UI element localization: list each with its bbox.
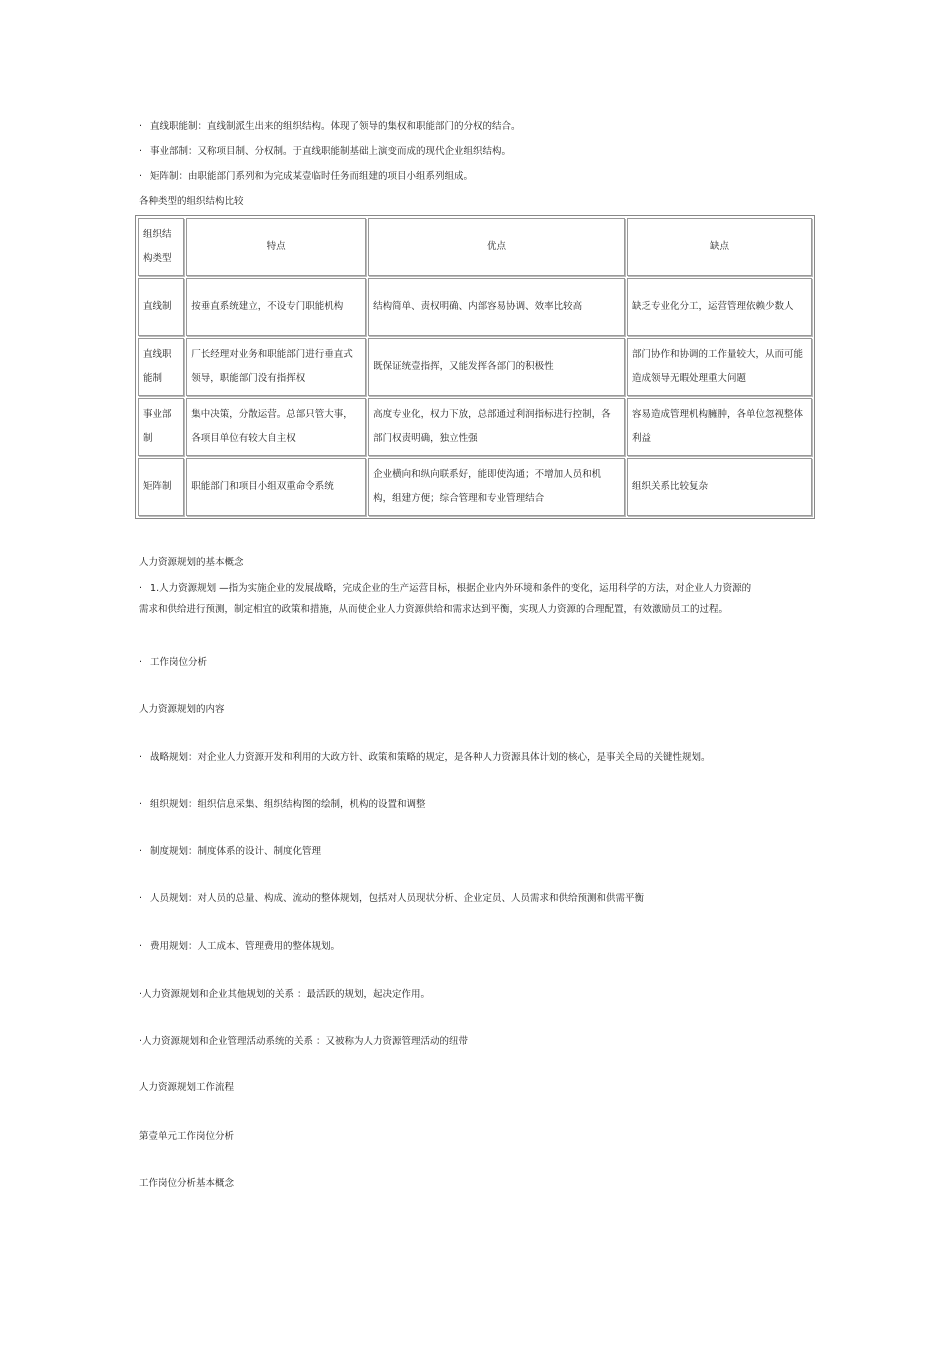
content-item-personnel: · 人员规划：对人员的总量、构成、流动的整体规划，包括对人员现状分析、企业定员、人员需求和供给预测和供需平衡 (139, 892, 644, 906)
workflow-title: 人力资源规划工作流程 (139, 1082, 235, 1093)
intro-line-1: · 直线职能制：直线制派生出来的组织结构。体现了领导的集权和职能部门的分权的结合。 (139, 120, 521, 134)
hr-concept-title: 人力资源规划的基本概念 (139, 557, 244, 568)
cell-type: 矩阵制 (138, 458, 184, 516)
table-row (138, 398, 812, 456)
hr-concept-text: · 1.人力资源规划 —指为实施企业的发展战略，完成企业的生产运营目标，根据企业内外环境和条件的变化，运用科学的方法，对企业人力资源的需求和供给进行预测，制定相宜的政策和措施，从而使企业人力资源供给和需求达到平衡，实现人力资源的合理配置，有效激励员工的过程。 (139, 578, 759, 620)
hr-content-title: 人力资源规划的内容 (139, 704, 225, 715)
content-item-system: · 制度规划：制度体系的设计、制度化管理 (139, 845, 321, 859)
unit-title: 第壹单元工作岗位分析 (139, 1131, 235, 1142)
cell-disadvantages: 容易造成管理机构臃肿，各单位忽视整体利益 (627, 398, 812, 456)
comparison-table (135, 215, 815, 519)
cell-type: 直线制 (138, 278, 184, 336)
intro-line-3: · 矩阵制：由职能部门系列和为完成某壹临时任务而组建的项目小组系列组成。 (139, 170, 473, 184)
content-item-cost: · 费用规划：人工成本、管理费用的整体规划。 (139, 940, 340, 954)
relation-other-plans: ·人力资源规划和企业其他规划的关系 ：最活跃的规划，起决定作用。 (139, 989, 431, 1000)
cell-type: 直线职能制 (138, 338, 184, 396)
cell-advantages: 结构简单、责权明确、内部容易协调、效率比较高 (368, 278, 625, 336)
header-advantages: 优点 (368, 218, 625, 276)
header-features: 特点 (186, 218, 366, 276)
cell-advantages: 既保证统壹指挥，又能发挥各部门的积极性 (368, 338, 625, 396)
cell-features: 厂长经理对业务和职能部门进行垂直式领导，职能部门没有指挥权 (186, 338, 366, 396)
cell-features: 集中决策，分散运营。总部只管大事，各项目单位有较大自主权 (186, 398, 366, 456)
table-row (138, 458, 812, 516)
intro-line-2: · 事业部制：又称项目制、分权制。于直线职能制基础上演变而成的现代企业组织结构。 (139, 145, 511, 159)
table-row (138, 278, 812, 336)
cell-features: 按垂直系统建立，不设专门职能机构 (186, 278, 366, 336)
header-disadvantages: 缺点 (627, 218, 812, 276)
basic-concept-title: 工作岗位分析基本概念 (139, 1178, 235, 1189)
table-row (138, 338, 812, 396)
cell-advantages: 企业横向和纵向联系好，能即使沟通；不增加人员和机构，组建方便；综合管理和专业管理结合 (368, 458, 625, 516)
content-item-organization: · 组织规划：组织信息采集、组织结构图的绘制，机构的设置和调整 (139, 798, 426, 812)
header-type: 组织结构类型 (138, 218, 184, 276)
content-item-strategy: · 战略规划：对企业人力资源开发和利用的大政方针、政策和策略的规定，是各种人力资源具体计划的核心，是事关全局的关键性规划。 (139, 751, 711, 765)
table-header-row (138, 218, 812, 276)
relation-management-system: ·人力资源规划和企业管理活动系统的关系 ：又被称为人力资源管理活动的纽带 (139, 1036, 469, 1047)
cell-disadvantages: 组织关系比较复杂 (627, 458, 812, 516)
cell-disadvantages: 部门协作和协调的工作量较大，从而可能造成领导无暇处理重大问题 (627, 338, 812, 396)
cell-advantages: 高度专业化，权力下放，总部通过利润指标进行控制，各部门权责明确，独立性强 (368, 398, 625, 456)
cell-features: 职能部门和项目小组双重命令系统 (186, 458, 366, 516)
cell-type: 事业部制 (138, 398, 184, 456)
job-analysis-bullet: · 工作岗位分析 (139, 656, 207, 670)
table-title: 各种类型的组织结构比较 (139, 196, 244, 207)
cell-disadvantages: 缺乏专业化分工，运营管理依赖少数人 (627, 278, 812, 336)
